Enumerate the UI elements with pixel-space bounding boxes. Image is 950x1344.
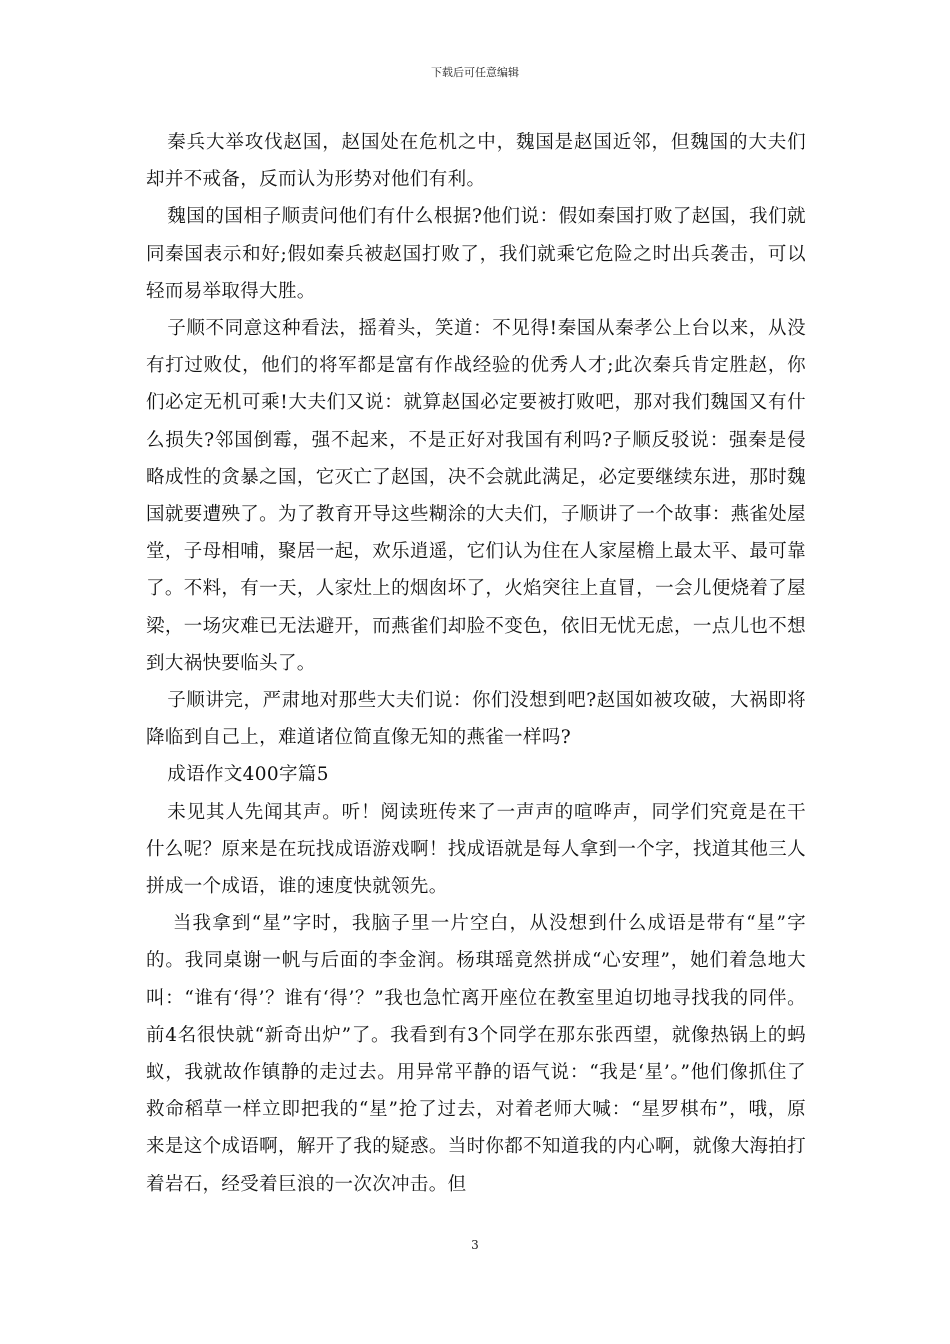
document-body [146,124,806,1203]
paragraph-5: 未见其人先闻其声。听！阅读班传来了一声声的喧哗声，同学们究竟是在干什么呢？原来是在玩找成语游戏啊！找成语就是每人拿到一个字，找道其他三人拼成一个成语，谁的速度快就领先。 [146,801,806,898]
paragraph-4: 子顺讲完，严肃地对那些大夫们说：你们没想到吧?赵国如被攻破，大祸即将降临到自己上，难道诸位简直像无知的燕雀一样吗? [146,690,806,749]
page-number: 3 [471,1238,479,1252]
paragraph-2: 魏国的国相子顺责问他们有什么根据?他们说：假如秦国打败了赵国，我们就同秦国表示和好;假如秦兵被赵国打败了，我们就乘它危险之时出兵袭击，可以轻而易举取得大胜。 [146,206,806,302]
section-heading: 成语作文400字篇5 [167,764,329,786]
paragraph-6: 当我拿到“星”字时，我脑子里一片空白，从没想到什么成语是带有“星”字的。我同桌谢一帆与后面的李金润。杨琪瑶竟然拼成“心安理”，她们着急地大叫：“谁有‘得’？谁有‘得’？”我也急忙离开座位在教室里迫切地寻找我的同伴。前4名很快就“新奇出炉”了。我看到有3个同学在那东张西望，就像热锅上的蚂蚁，我就故作镇静的走过去。用异常平静的语气说：“我是‘星’。”他们像抓住了救命稻草一样立即把我的“星”抢了过去，对着老师大喊：“星罗棋布”，哦，原来是这个成语啊，解开了我的疑惑。当时你都不知道我的内心啊，就像大海拍打着岩石，经受着巨浪的一次次冲击。但 [146,913,806,1195]
page-header: 下载后可任意编辑 [431,66,519,79]
paragraph-3: 子顺不同意这种看法，摇着头，笑道：不见得!秦国从秦孝公上台以来，从没有打过败仗，他们的将军都是富有作战经验的优秀人才;此次秦兵肯定胜赵，你们必定无机可乘!大夫们又说：就算赵国必定要被打败吧，那对我们魏国又有什么损失?邻国倒霉，强不起来，不是正好对我国有利吗?子顺反驳说：强秦是侵略成性的贪暴之国，它灭亡了赵国，决不会就此满足，必定要继续东进，那时魏国就要遭殃了。为了教育开导这些糊涂的大夫们，子顺讲了一个故事：燕雀处屋堂，子母相哺，聚居一起，欢乐逍遥，它们认为住在人家屋檐上最太平、最可靠了。不料，有一天，人家灶上的烟囱坏了，火焰突往上直冒，一会儿便烧着了屋梁，一场灾难已无法避开，而燕雀们却脸不变色，依旧无忧无虑，一点儿也不想到大祸快要临头了。 [146,318,806,674]
paragraph-1: 秦兵大举攻伐赵国，赵国处在危机之中，魏国是赵国近邻，但魏国的大夫们却并不戒备，反而认为形势对他们有利。 [146,132,806,191]
